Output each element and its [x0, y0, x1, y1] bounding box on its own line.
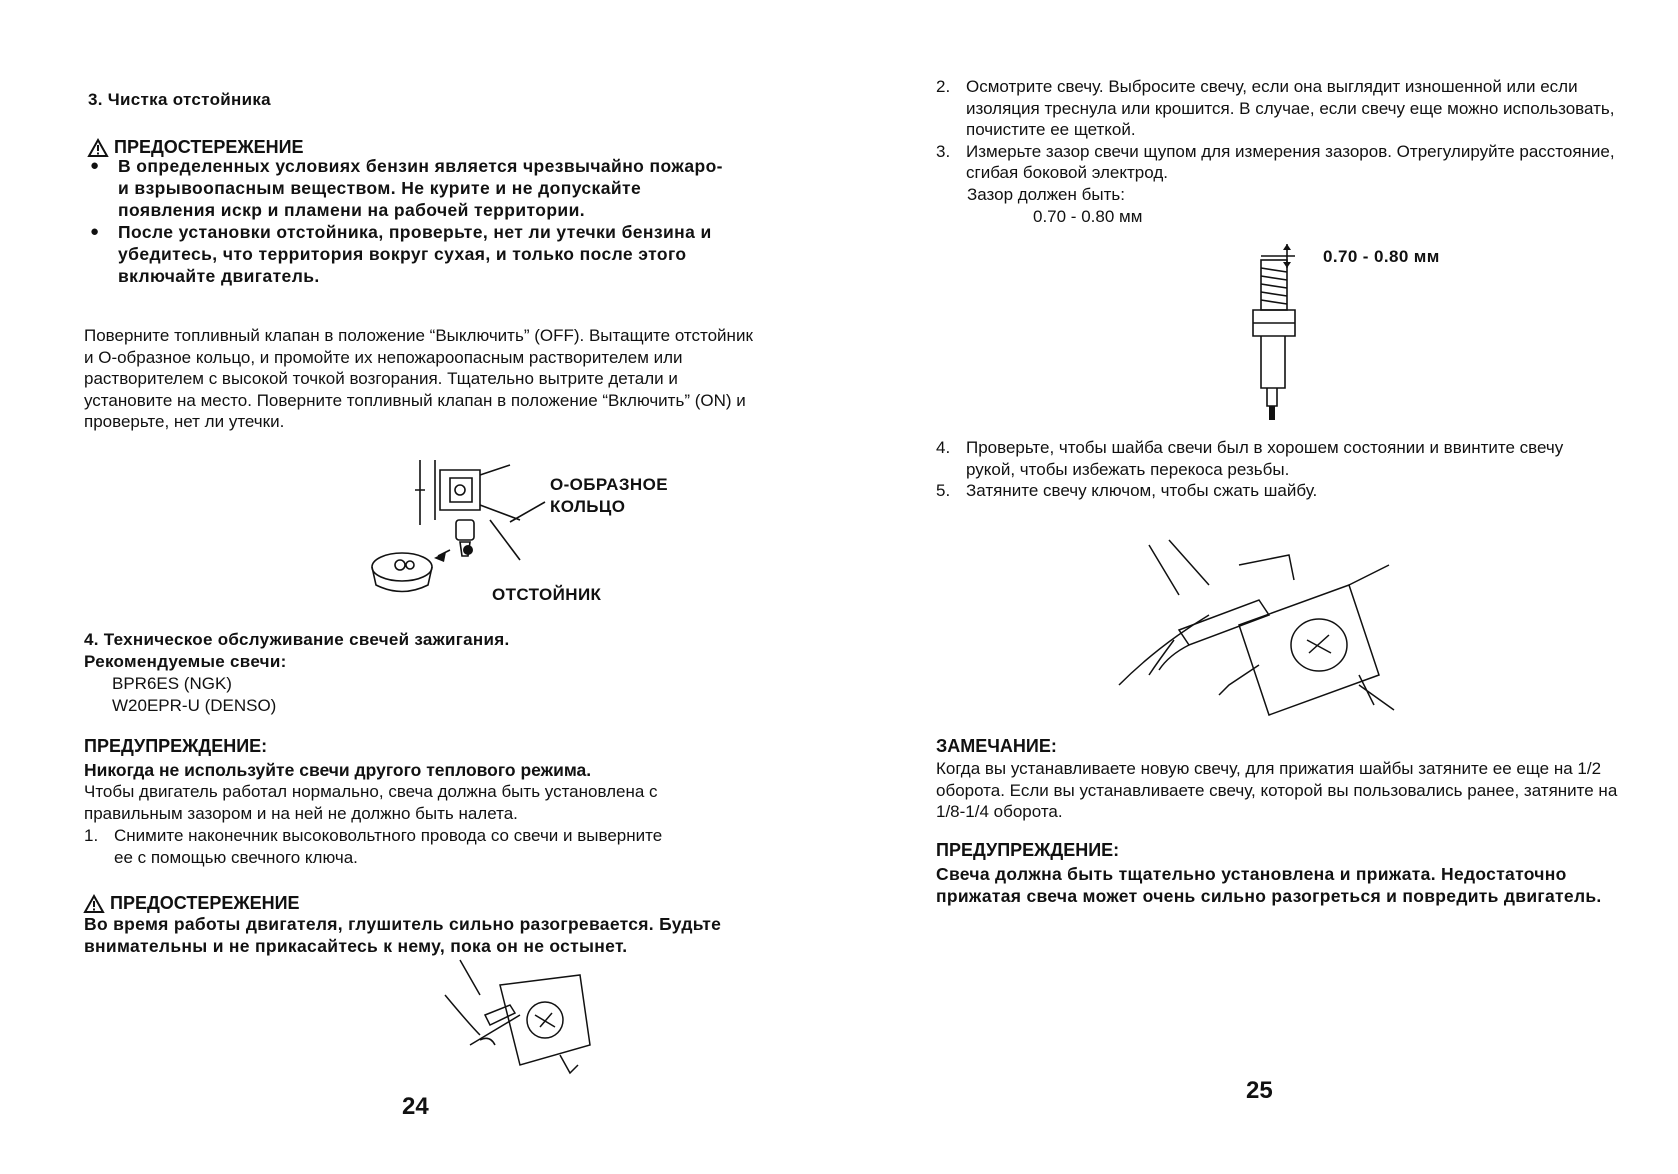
caution-2-text: Во время работы двигателя, глушитель сильно разогревается. Будьте внимательны и не прикасайтесь к нему, пока он не остынет.: [84, 914, 722, 956]
gap-value: 0.70 - 0.80 мм: [1033, 207, 1143, 226]
caution-1-bullet: ● После установки отстойника, проверьте, нет ли утечки бензина и убедитесь, что территория вокруг сухая, и только после этого включайте двигатель.: [88, 221, 728, 287]
caution-heading-1: ПРЕДОСТЕРЕЖЕНИЕ: [88, 137, 304, 158]
plug-denso: W20EPR-U (DENSO): [112, 696, 277, 715]
note-heading: ЗАМЕЧАНИЕ:: [936, 736, 1057, 756]
spark-plug-illustration: [1247, 238, 1307, 423]
caution-heading-2: ПРЕДОСТЕРЕЖЕНИЕ: [84, 893, 300, 914]
steps-left: [84, 825, 684, 868]
steps-right-b: [936, 437, 1616, 502]
plug-ngk: BPR6ES (NGK): [112, 674, 232, 693]
sediment-cup-label: ОТСТОЙНИК: [492, 585, 602, 604]
gap-label: Зазор должен быть:: [967, 185, 1125, 204]
caution-1-bullets: [88, 155, 728, 287]
fuel-valve-paragraph: Поверните топливный клапан в положение “Выключить” (OFF). Вытащите отстойник и О-образное кольцо, и промойте их непожароопасным растворителем или растворителем с высокой точкой возгорания. Тщательно вытрите детали и установите на место. Поверните топливный клапан в положение “Включить” (ON) и проверьте, нет ли утечки.: [84, 326, 753, 431]
section-4-title: 4. Техническое обслуживание свечей зажигания.: [84, 630, 510, 649]
step-4: 4. Проверьте, чтобы шайба свечи был в хорошем состоянии и ввинтите свечу рукой, чтобы избежать перекоса резьбы.: [936, 438, 1564, 479]
page-number-25: 25: [1246, 1077, 1273, 1104]
warning-2-heading: ПРЕДУПРЕЖДЕНИЕ:: [936, 840, 1120, 860]
o-ring-label-line2: КОЛЬЦО: [550, 497, 626, 516]
warning-triangle-icon: [84, 895, 104, 913]
plug-tightening-illustration: [1119, 535, 1399, 725]
warning-2-text: Свеча должна быть тщательно установлена и прижата. Недостаточно прижатая свеча может очень сильно разогреться и повредить двигатель.: [936, 864, 1602, 906]
warning-1-text: Чтобы двигатель работал нормально, свеча должна быть установлена с правильным зазором и на ней не должно быть налета.: [84, 782, 658, 823]
o-ring-label-line1: О-ОБРАЗНОЕ: [550, 475, 668, 494]
step-5: 5. Затяните свечу ключом, чтобы сжать шайбу.: [936, 481, 1318, 500]
page-number-24: 24: [402, 1093, 429, 1120]
steps-right-a: [936, 76, 1616, 184]
plug-removal-illustration: [440, 955, 610, 1080]
recommended-plugs-title: Рекомендуемые свечи:: [84, 652, 287, 671]
step-3: 3. Измерьте зазор свечи щупом для измерения зазоров. Отрегулируйте расстояние, сгибая боковой электрод.: [936, 141, 1615, 182]
section-3-title: 3. Чистка отстойника: [88, 90, 271, 109]
warning-triangle-icon: [88, 139, 108, 157]
note-text: Когда вы устанавливаете новую свечу, для прижатия шайбы затяните ее еще на 1/2 оборота. Если вы устанавливаете свечу, которой вы пользовались ранее, затяните на 1/8-1/4 оборота.: [936, 759, 1618, 821]
step-1: 1. Снимите наконечник высоковольтного провода со свечи и выверните ее с помощью свечного ключа.: [84, 826, 663, 867]
warning-1-heading: ПРЕДУПРЕЖДЕНИЕ:: [84, 736, 268, 756]
caution-1-bullet: ● В определенных условиях бензин является чрезвычайно пожаро- и взрывоопасным веществом. Не курите и не допускайте появления искр и пламени на рабочей территории.: [88, 155, 728, 221]
step-2: 2. Осмотрите свечу. Выбросите свечу, если она выглядит изношенной или если изоляция треснула или крошится. В случае, если свечу еще можно использовать, почистите ее щеткой.: [936, 77, 1615, 139]
figure-gap-label: 0.70 - 0.80 мм: [1323, 247, 1440, 266]
right-page: [839, 0, 1678, 1174]
warning-1-bold: Никогда не используйте свечи другого теплового режима.: [84, 760, 592, 780]
